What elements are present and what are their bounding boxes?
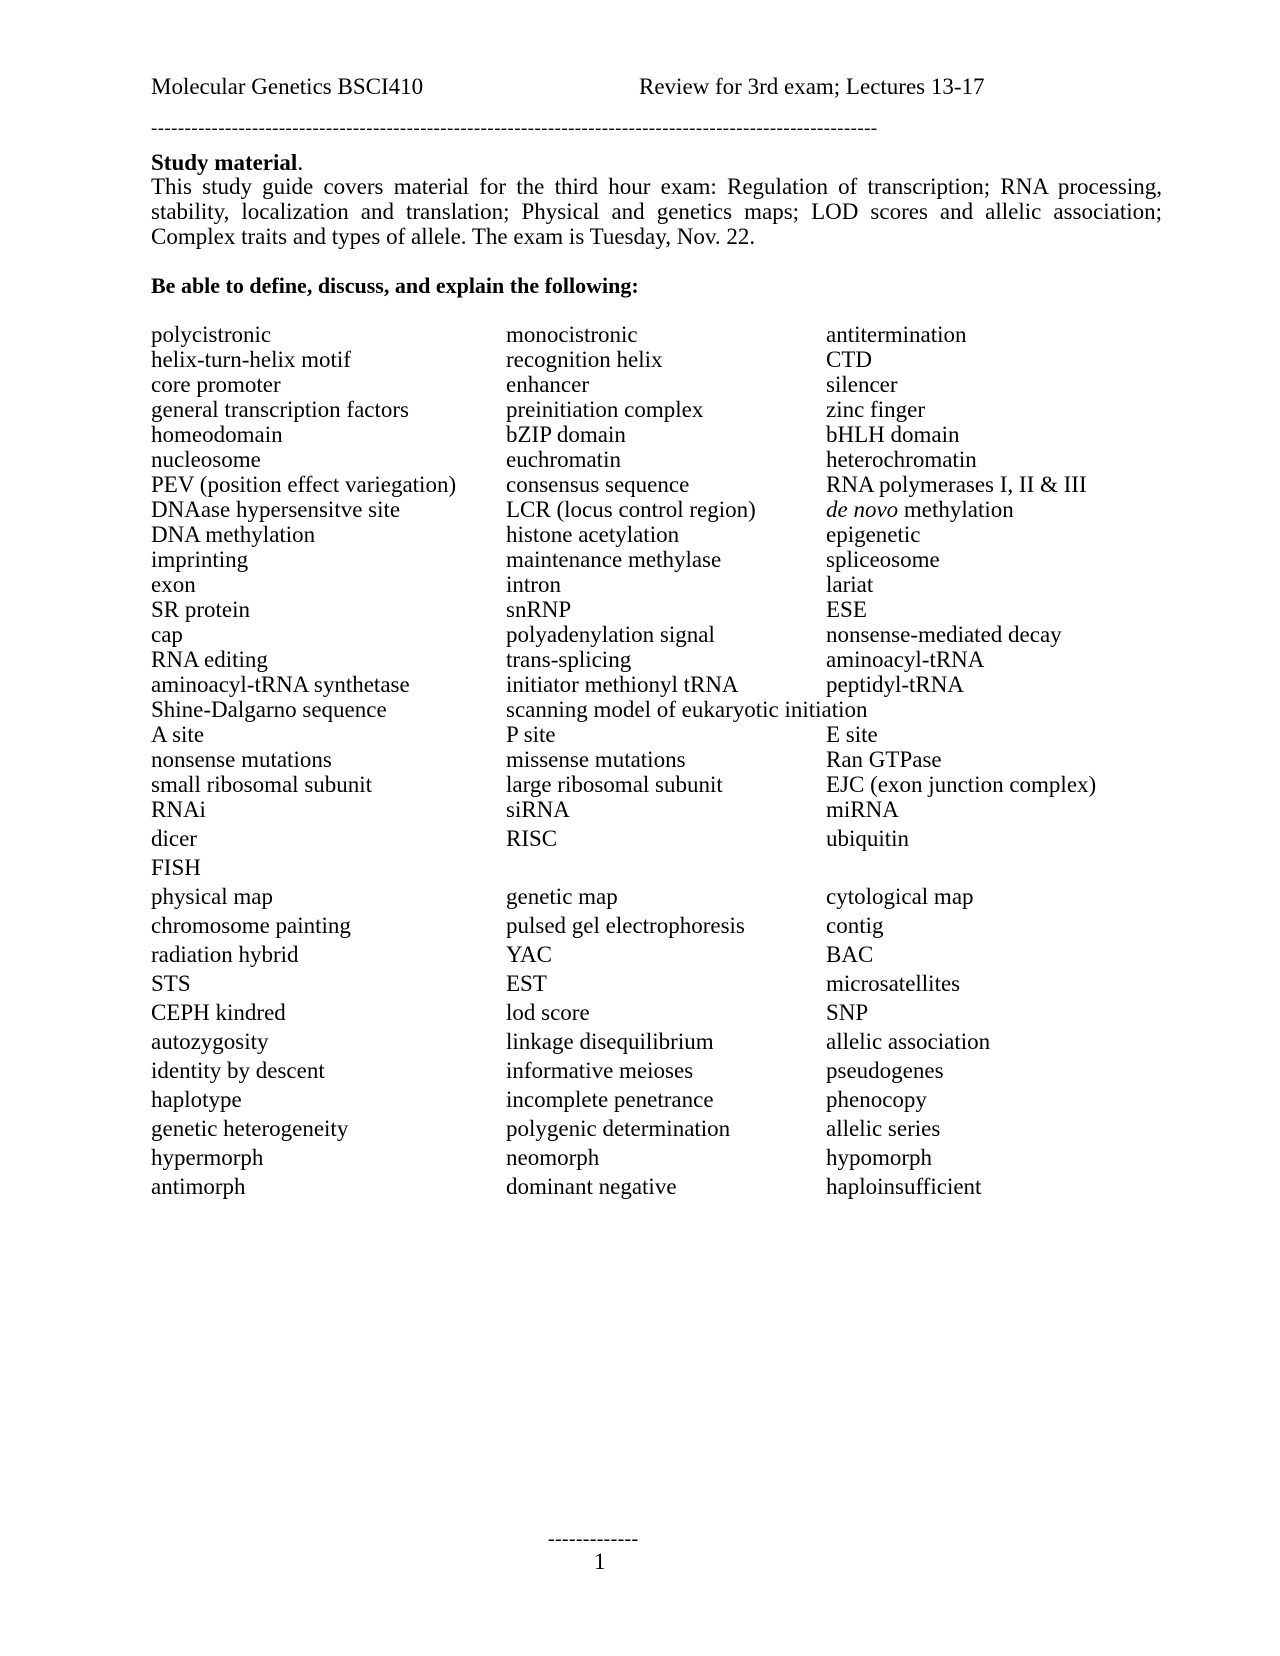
term-cell: monocistronic: [506, 322, 638, 347]
term-row: [151, 1174, 1162, 1203]
term-cell: chromosome painting: [151, 913, 351, 938]
term-cell: EST: [506, 971, 547, 996]
term-cell: FISH: [151, 855, 201, 880]
term-row: [151, 397, 1162, 422]
term-cell: silencer: [826, 372, 898, 397]
term-row: [151, 1000, 1162, 1029]
term-row: [151, 1116, 1162, 1145]
term-cell: consensus sequence: [506, 472, 690, 497]
term-row: [151, 722, 1162, 747]
term-cell: pulsed gel electrophoresis: [506, 913, 745, 938]
term-cell: helix-turn-helix motif: [151, 347, 351, 372]
term-cell: allelic association: [826, 1029, 991, 1054]
term-cell: general transcription factors: [151, 397, 409, 422]
term-cell: SNP: [826, 1000, 869, 1025]
term-cell: genetic heterogeneity: [151, 1116, 349, 1141]
term-cell: initiator methionyl tRNA: [506, 672, 739, 697]
study-material-label: Study material: [151, 150, 298, 175]
study-material-punct: .: [297, 150, 304, 175]
term-row: [151, 884, 1162, 913]
term-cell: autozygosity: [151, 1029, 269, 1054]
study-material-heading: [151, 150, 303, 176]
term-row: [151, 422, 1162, 447]
term-cell: exon: [151, 572, 196, 597]
term-cell: heterochromatin: [826, 447, 977, 472]
term-cell: phenocopy: [826, 1087, 927, 1112]
term-cell: E site: [826, 722, 878, 747]
term-cell: peptidyl-tRNA: [826, 672, 964, 697]
term-cell: neomorph: [506, 1145, 600, 1170]
term-cell: large ribosomal subunit: [506, 772, 723, 797]
term-cell: polycistronic: [151, 322, 272, 347]
term-cell: nucleosome: [151, 447, 261, 472]
term-cell: haplotype: [151, 1087, 242, 1112]
term-cell: hypermorph: [151, 1145, 264, 1170]
term-row: [151, 497, 1162, 522]
term-cell: EJC (exon junction complex): [826, 772, 1097, 797]
term-cell: spliceosome: [826, 547, 940, 572]
term-cell: dominant negative: [506, 1174, 677, 1199]
term-cell: polygenic determination: [506, 1116, 731, 1141]
term-cell: bHLH domain: [826, 422, 960, 447]
header-divider: ------------------------------------------------------------------------------------------------------------: [151, 118, 878, 139]
term-cell: RNAi: [151, 797, 206, 822]
term-row: [151, 913, 1162, 942]
term-cell: Ran GTPase: [826, 747, 942, 772]
term-row: [151, 622, 1162, 647]
course-title: Molecular Genetics BSCI410: [151, 74, 424, 99]
term-cell: pseudogenes: [826, 1058, 944, 1083]
term-cell: zinc finger: [826, 397, 925, 422]
exam-title: Review for 3rd exam; Lectures 13-17: [639, 74, 985, 99]
term-cell: PEV (position effect variegation): [151, 472, 457, 497]
term-cell: cytological map: [826, 884, 974, 909]
term-row: [151, 855, 1162, 884]
term-row: [151, 1087, 1162, 1116]
term-row: [151, 647, 1162, 672]
term-cell: recognition helix: [506, 347, 663, 372]
term-cell: aminoacyl-tRNA synthetase: [151, 672, 410, 697]
term-cell: CTD: [826, 347, 872, 372]
term-cell: snRNP: [506, 597, 572, 622]
term-cell: CEPH kindred: [151, 1000, 286, 1025]
term-row: [151, 672, 1162, 697]
term-cell: lod score: [506, 1000, 590, 1025]
footer-divider: -------------: [548, 1528, 639, 1550]
term-row: [151, 372, 1162, 397]
term-cell: microsatellites: [826, 971, 961, 996]
term-cell: nonsense mutations: [151, 747, 332, 772]
term-cell: homeodomain: [151, 422, 283, 447]
terms-heading: Be able to define, discuss, and explain the following:: [151, 273, 639, 298]
term-row: [151, 1145, 1162, 1174]
page-number: 1: [594, 1549, 606, 1574]
term-row: [151, 971, 1162, 1000]
term-row: [151, 572, 1162, 597]
term-row: [151, 772, 1162, 797]
term-row: [151, 547, 1162, 572]
term-cell: informative meioses: [506, 1058, 694, 1083]
term-cell: trans-splicing: [506, 647, 632, 672]
term-cell: imprinting: [151, 547, 249, 572]
term-cell: Shine-Dalgarno sequence: [151, 697, 387, 722]
term-cell: lariat: [826, 572, 874, 597]
term-cell: antitermination: [826, 322, 967, 347]
term-cell: DNA methylation: [151, 522, 316, 547]
term-italic-prefix: de novo: [826, 497, 899, 522]
term-cell: antimorph: [151, 1174, 246, 1199]
term-row: [151, 1029, 1162, 1058]
term-cell: miRNA: [826, 797, 899, 822]
term-row: [151, 347, 1162, 372]
term-row: [151, 322, 1162, 347]
term-cell: genetic map: [506, 884, 618, 909]
term-cell: incomplete penetrance: [506, 1087, 714, 1112]
term-cell: radiation hybrid: [151, 942, 299, 967]
term-cell: identity by descent: [151, 1058, 325, 1083]
study-material-paragraph: This study guide covers material for the third hour exam: Regulation of transcription; RNA processing, stability, localization and translation; Physical and genetics maps; LOD scores and allelic association; Complex traits and types of allele. The exam is Tuesday, Nov. 22.: [151, 174, 1162, 249]
term-cell: epigenetic: [826, 522, 921, 547]
term-cell: cap: [151, 622, 183, 647]
term-cell: LCR (locus control region): [506, 497, 756, 522]
term-cell: dicer: [151, 826, 197, 851]
term-cell: small ribosomal subunit: [151, 772, 373, 797]
term-row: [151, 797, 1162, 826]
term-cell: bZIP domain: [506, 422, 626, 447]
term-cell: siRNA: [506, 797, 570, 822]
term-cell: RNA editing: [151, 647, 268, 672]
term-row: [151, 697, 1162, 722]
term-row: [151, 826, 1162, 855]
term-cell: enhancer: [506, 372, 589, 397]
term-cell: aminoacyl-tRNA: [826, 647, 985, 672]
term-cell: histone acetylation: [506, 522, 680, 547]
term-row: [151, 747, 1162, 772]
term-cell: P site: [506, 722, 556, 747]
term-cell: allelic series: [826, 1116, 941, 1141]
term-row: [151, 942, 1162, 971]
term-cell: ESE: [826, 597, 867, 622]
term-cell: core promoter: [151, 372, 281, 397]
term-cell: scanning model of eukaryotic initiation: [506, 697, 868, 722]
term-row: [151, 1058, 1162, 1087]
term-cell: DNAase hypersensitve site: [151, 497, 401, 522]
term-cell: RNA polymerases I, II & III: [826, 472, 1087, 497]
term-cell: BAC: [826, 942, 874, 967]
term-row: [151, 522, 1162, 547]
term-row: [151, 597, 1162, 622]
term-cell: RISC: [506, 826, 558, 851]
term-cell: maintenance methylase: [506, 547, 722, 572]
term-cell: ubiquitin: [826, 826, 910, 851]
term-cell: contig: [826, 913, 884, 938]
term-cell: nonsense-mediated decay: [826, 622, 1062, 647]
term-cell: haploinsufficient: [826, 1174, 982, 1199]
term-cell: intron: [506, 572, 561, 597]
term-row: [151, 447, 1162, 472]
term-cell: hypomorph: [826, 1145, 933, 1170]
term-cell: euchromatin: [506, 447, 621, 472]
term-cell: SR protein: [151, 597, 251, 622]
term-cell: polyadenylation signal: [506, 622, 715, 647]
term-row: [151, 472, 1162, 497]
term-cell: physical map: [151, 884, 273, 909]
terms-table: [151, 322, 1162, 1203]
term-cell: linkage disequilibrium: [506, 1029, 714, 1054]
term-cell: A site: [151, 722, 205, 747]
term-cell: missense mutations: [506, 747, 686, 772]
term-cell: YAC: [506, 942, 553, 967]
term-cell: STS: [151, 971, 191, 996]
term-cell: [826, 497, 1014, 523]
term-cell-text: methylation: [903, 497, 1014, 522]
term-cell: preinitiation complex: [506, 397, 704, 422]
